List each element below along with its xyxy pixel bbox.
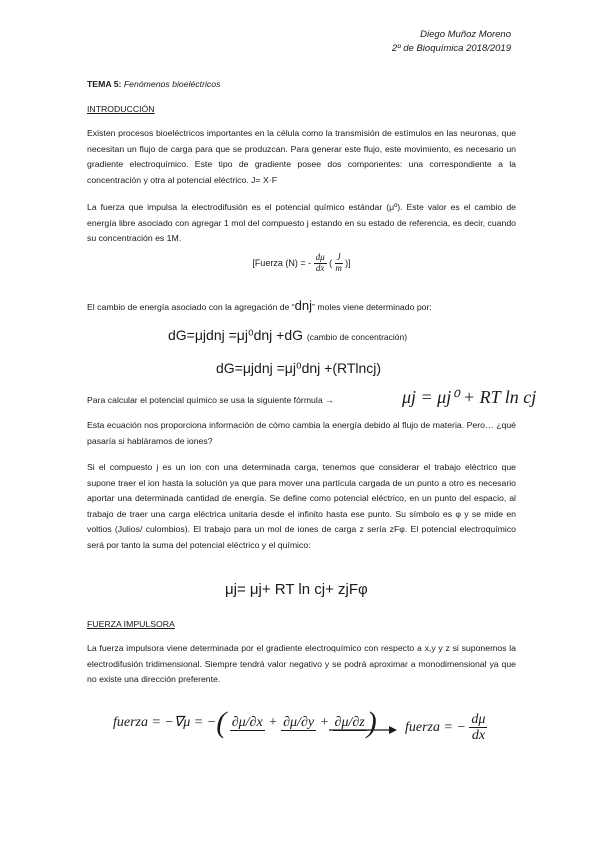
- eq-grad-term-z: ∂μ/∂z: [334, 714, 365, 730]
- equation-dG-1: [168, 327, 407, 344]
- p3-pre: El cambio de energía asociado con la agregación de “: [87, 302, 295, 312]
- title-label: TEMA 5:: [87, 79, 122, 89]
- equation-chemical-potential: μj = μj⁰ + RT ln cj: [402, 387, 537, 407]
- eq1-right: )]: [345, 257, 351, 268]
- page-title: [87, 79, 220, 89]
- intro-paragraph-2: La fuerza que impulsa la electrodifusión es el potencial químico estándar (μº). Este valor es el cambio de energía libre asociado con agregar 1 mol del compuesto j estando en su estado de referencia, es decir, cuando su concentración es 1M.: [87, 202, 516, 244]
- eq1-unit: [335, 253, 343, 274]
- header-author: [392, 28, 511, 56]
- eq1-derivative: [314, 253, 327, 274]
- eq2-note: (cambio de concentración): [306, 332, 408, 342]
- eq-grad-lhs: fuerza = −∇μ = −: [113, 715, 217, 731]
- eq1-unit-num: J: [336, 252, 341, 262]
- equation-electrochemical-potential: μj= μj+ RT ln cj+ zjFφ: [225, 581, 368, 598]
- section-heading-intro: INTRODUCCIÓN: [87, 104, 155, 114]
- eq1-den: dx: [315, 262, 325, 273]
- eq1-unit-den: m: [335, 262, 342, 273]
- author-name: Diego Muñoz Moreno: [420, 29, 511, 40]
- eq-grad-term-x: ∂μ/∂x: [231, 714, 263, 730]
- intro-paragraph-6: Si el compuesto j es un ion con una determinada carga, tenemos que considerar el trabajo eléctrico que supone traer el ion hasta la solución ya que para mover una partícula cargada de un punto a otro es necesario aportar una determinada cantidad de energía. Se define como potencial eléctrico, en un punto del espacio, al trabajo de traer una carga eléctrica unitaria desde el infinito hasta ese punto. Su símbolo es φ y se mide en voltios (Julios/ culombios). El trabajo para un mol de iones de carga z sería zFφ. El potencial electroquímico será por tanto la suma del potencial eléctrico y el químico:: [87, 462, 516, 550]
- eq2-main: dG=μjdnj =μj⁰dnj +dG: [168, 327, 303, 343]
- intro-paragraph-1: Existen procesos bioeléctricos importantes en la célula como la transmisión de estímulos en las neuronas, que necesitan un flujo de carga para que se produzcan. Para generar este flujo, este movimiento, es necesario un gradiente electroquímico. Este tipo de gradiente posee dos componentes: una correspondiente a la concentración y otra al potencial eléctrico. J= X·F: [87, 128, 516, 185]
- course-info: 2º de Bioquímica 2018/2019: [391, 43, 511, 54]
- intro-paragraph-5: Esta ecuación nos proporciona información de cómo cambia la energía debido al flujo de materia. Pero… ¿qué pasaría si habláramos de iones?: [87, 420, 516, 446]
- fuerza-paragraph-1: La fuerza impulsora viene determinada por el gradiente electroquímico con respecto a x,y y z si suponemos la electrodifusión tridimensional. Siempre tendrá valor negativo y se podrá aproximar a monodimensional ya que no existe una dirección preferente.: [87, 643, 516, 685]
- equation-fuerza-1d: [405, 712, 487, 744]
- equation-gradient: fuerza = −∇μ = −( ∂μ/∂x + ∂μ/∂y + ∂μ/∂z ): [113, 706, 377, 739]
- eq-grad-term-y: ∂μ/∂y: [283, 714, 315, 730]
- intro-paragraph-3: [87, 298, 516, 316]
- eq1-left: [Fuerza (N) = -: [252, 257, 312, 268]
- p3-post: ” moles viene determinado por:: [312, 302, 432, 312]
- eq-1d-num: dμ: [471, 712, 486, 727]
- eq-1d-derivative: [469, 712, 487, 744]
- eq1-num: dμ: [315, 252, 325, 262]
- eq-1d-den: dx: [471, 728, 486, 744]
- eq-1d-lhs: fuerza = −: [405, 720, 466, 736]
- title-subject: Fenómenos bioeléctricos: [123, 79, 221, 89]
- p3-symbol: dnj: [294, 298, 313, 313]
- equation-force: [Fuerza (N) = - $\frac{d\mu}{dx}$ ( $\frac{J}{m}$ )]: [252, 252, 351, 273]
- equation-dG-2: dG=μjdnj =μj⁰dnj +(RTlncj): [216, 360, 382, 376]
- intro-paragraph-4: Para calcular el potencial químico se usa la siguiente fórmula →: [87, 395, 334, 405]
- section-heading-fuerza: FUERZA IMPULSORA: [87, 619, 175, 629]
- arrow-right-icon: [329, 725, 397, 735]
